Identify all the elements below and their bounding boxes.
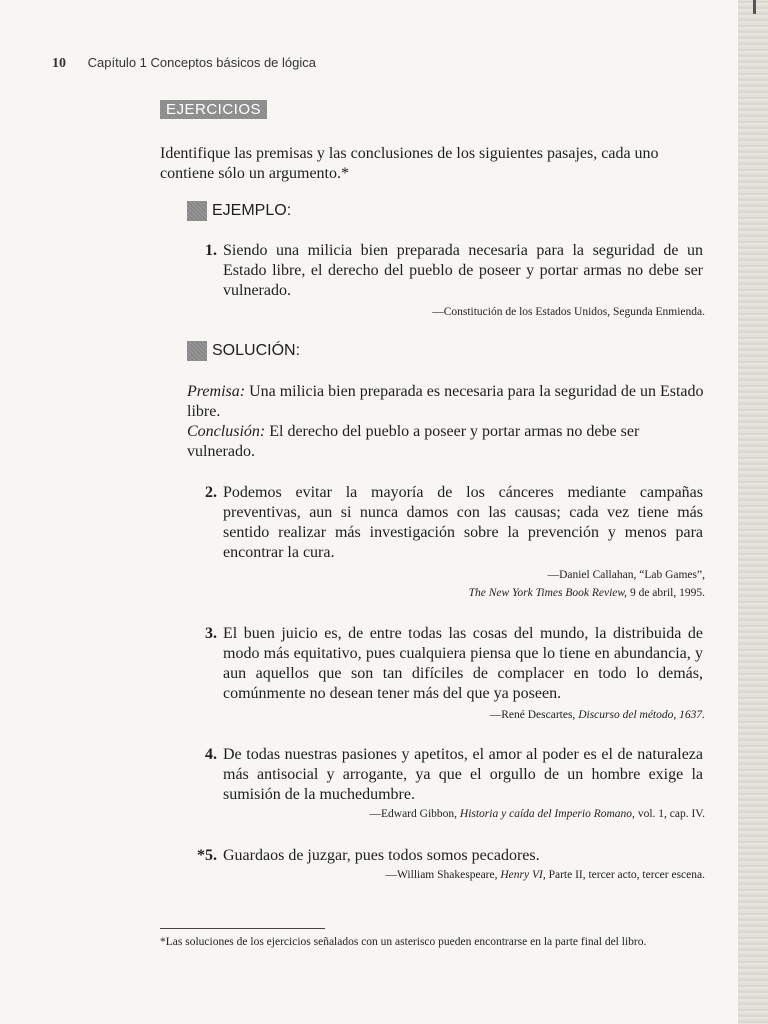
- citation-2: [469, 566, 705, 602]
- chapter-title: Capítulo 1 Conceptos básicos de lógica: [87, 55, 316, 70]
- exercise-1: [187, 241, 705, 301]
- ejemplo-heading: [187, 201, 291, 221]
- conclusion-text: El derecho del pueblo a poseer y portar armas no debe ser vulnerado.: [187, 423, 640, 460]
- page-number: 10: [52, 56, 66, 71]
- square-bullet-icon: [187, 341, 207, 361]
- citation-author: —Edward Gibbon,: [369, 808, 460, 820]
- square-bullet-icon: [187, 201, 207, 221]
- citation-1: —Constitución de los Estados Unidos, Segunda Enmienda.: [432, 306, 705, 318]
- exercise-text: Podemos evitar la mayoría de los cánceres mediante campañas preventivas, aun si nunca damos con las causas; cada vez tiene más sentido realizar más investigación sobre la prevención y menos para encontrar la cura.: [223, 484, 703, 561]
- solucion-heading: [187, 341, 300, 361]
- exercise-number: 3.: [205, 625, 217, 642]
- citation-date: 9 de abril, 1995.: [627, 587, 705, 599]
- exercise-text: Guardaos de juzgar, pues todos somos pecadores.: [223, 847, 540, 864]
- exercise-text: El buen juicio es, de entre todas las cosas del mundo, la distribuida de modo más equitativo, pues cualquiera piensa que lo tiene en abundancia, y aun aquellos que son tan difíciles de complacer en todo lo demás, comúnmente no desean tener más del que ya poseen.: [223, 625, 703, 702]
- premise: [187, 382, 705, 422]
- page-edge: [738, 0, 768, 1024]
- exercise-number: 4.: [205, 746, 217, 763]
- citation-work: Historia y caída del Imperio Romano,: [459, 808, 635, 820]
- citation-author: —Daniel Callahan, “Lab Games”,: [547, 569, 705, 581]
- section-title: EJERCICIOS: [160, 100, 267, 119]
- instructions: Identifique las premisas y las conclusiones de los siguientes pasajes, cada uno contiene sólo un argumento.*: [160, 145, 659, 182]
- solucion-label: SOLUCIÓN:: [212, 342, 301, 359]
- exercise-5: [187, 846, 705, 866]
- citation-4: [370, 805, 706, 823]
- footnote: *Las soluciones de los ejercicios señalados con un asterisco pueden encontrarse en la parte final del libro.: [160, 936, 647, 948]
- premise-text: Una milicia bien preparada es necesaria para la seguridad de un Estado libre.: [187, 383, 704, 420]
- ejemplo-label: EJEMPLO:: [212, 202, 292, 219]
- exercise-number: 2.: [205, 484, 217, 501]
- exercise-text: De todas nuestras pasiones y apetitos, el amor al poder es el de naturaleza más antisocial y arrogante, ya que el orgullo de un hombre exige la sumisión de la muchedumbre.: [223, 746, 703, 803]
- citation-3: [490, 706, 705, 724]
- citation-work: Discurso del método, 1637.: [578, 709, 705, 721]
- edge-mark: [753, 0, 756, 14]
- conclusion-label: Conclusión:: [187, 423, 266, 440]
- citation-location: Parte II, tercer acto, tercer escena.: [545, 869, 705, 881]
- exercise-number: *5.: [197, 847, 217, 864]
- exercise-2: [187, 483, 705, 563]
- citation-author: —René Descartes,: [489, 709, 579, 721]
- citation-work: The New York Times Book Review,: [468, 587, 628, 599]
- conclusion: [187, 422, 705, 462]
- running-header: [52, 55, 316, 72]
- premise-label: Premisa:: [187, 383, 246, 400]
- citation-author: —William Shakespeare,: [385, 869, 501, 881]
- exercise-number: 1.: [205, 242, 217, 259]
- exercise-text: Siendo una milicia bien preparada necesaria para la seguridad de un Estado libre, el derecho del pueblo de poseer y portar armas no debe ser vulnerado.: [223, 242, 703, 299]
- exercise-3: [187, 624, 705, 704]
- citation-work: Henry VI,: [500, 869, 546, 881]
- citation-5: [386, 866, 705, 884]
- exercise-4: [187, 745, 705, 805]
- footnote-rule: [160, 928, 325, 929]
- citation-location: vol. 1, cap. IV.: [634, 808, 705, 820]
